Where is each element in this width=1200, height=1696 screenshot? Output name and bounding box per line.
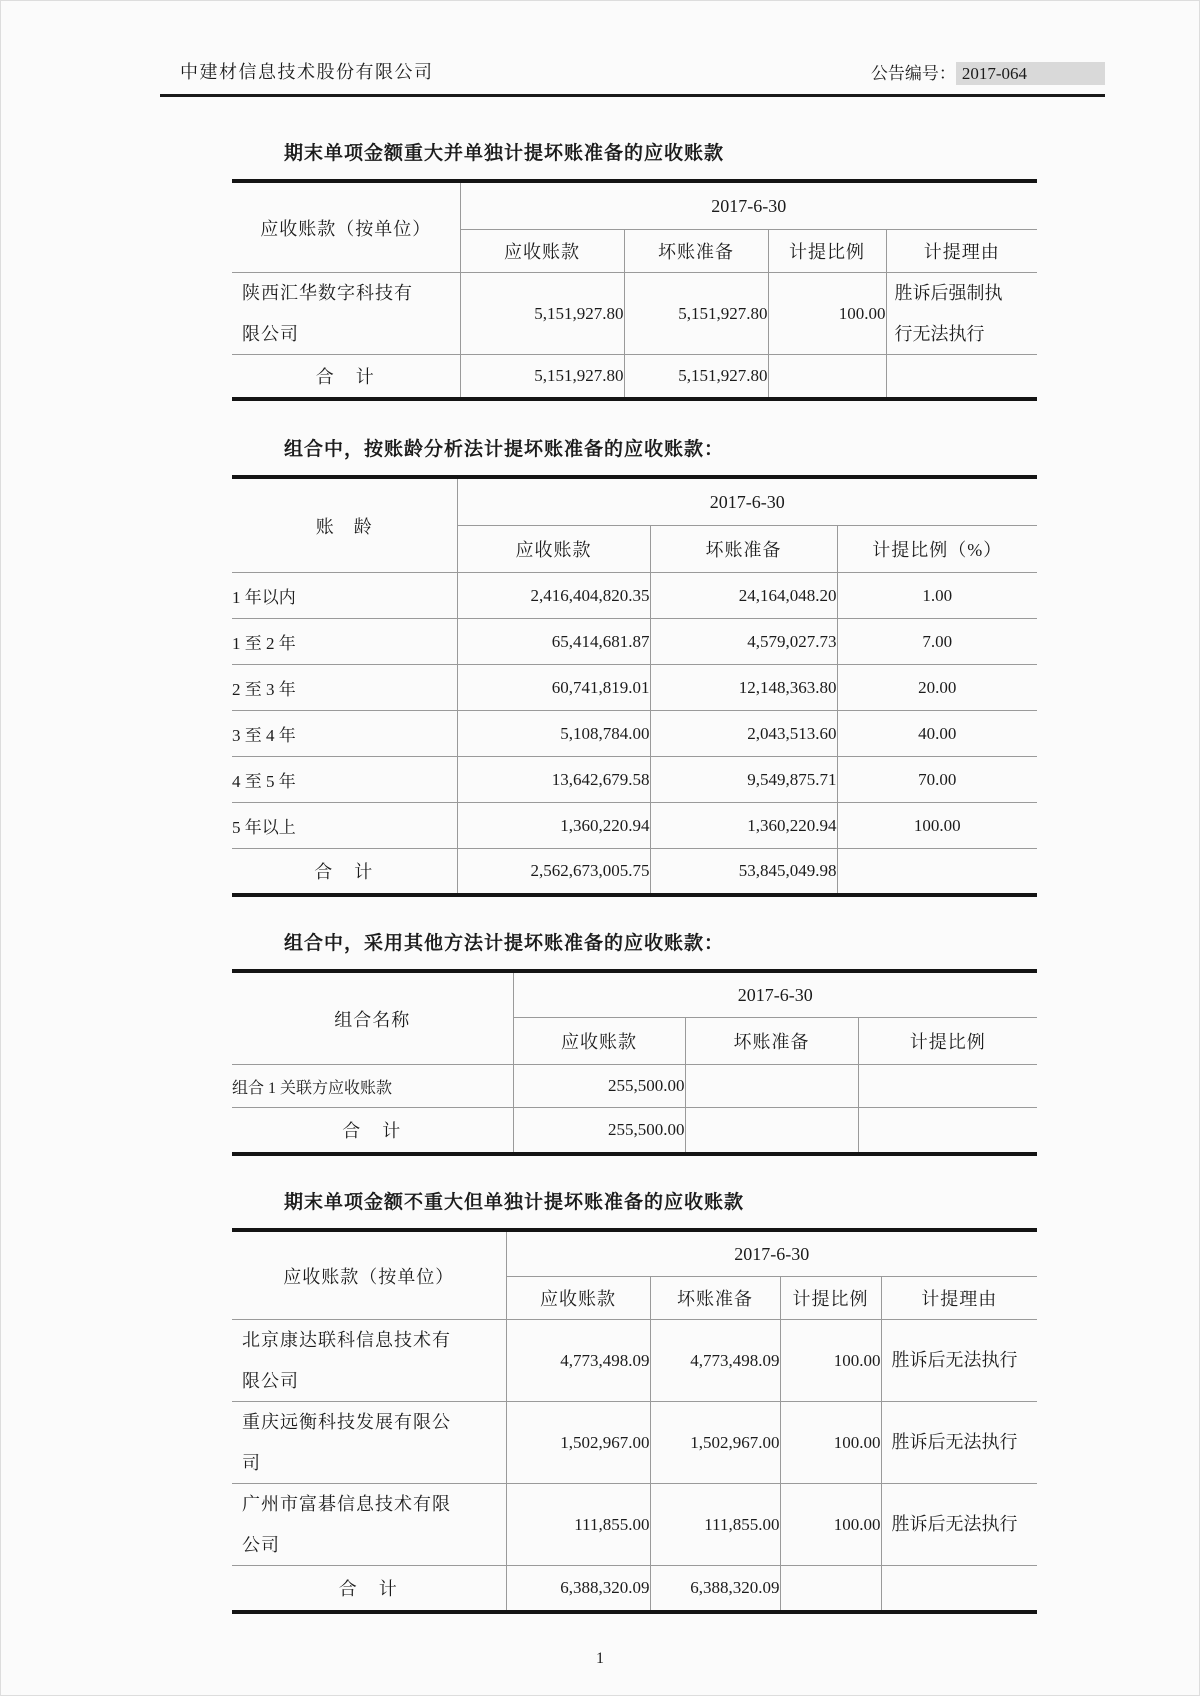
table1-period: 2017-6-30 bbox=[460, 181, 1037, 230]
cell-provision: 5,151,927.80 bbox=[624, 273, 768, 355]
column-header: 应收账款 bbox=[460, 230, 624, 273]
cell-ratio: 40.00 bbox=[837, 711, 1037, 757]
cell-provision: 111,855.00 bbox=[650, 1484, 780, 1566]
cell-group-name: 组合 1 关联方应收账款 bbox=[232, 1065, 513, 1108]
table-row bbox=[232, 619, 1037, 665]
table1-title: 期末单项金额重大并单独计提坏账准备的应收账款 bbox=[284, 143, 725, 164]
document-header bbox=[160, 58, 1105, 97]
cell-ratio: 7.00 bbox=[837, 619, 1037, 665]
cell-debtor-name: 北京康达联科信息技术有限公司 bbox=[232, 1320, 506, 1402]
cell-receivable: 13,642,679.58 bbox=[457, 757, 650, 803]
cell-provision: 24,164,048.20 bbox=[650, 573, 837, 619]
table2-period-row bbox=[232, 477, 1037, 526]
cell-ratio: 100.00 bbox=[780, 1320, 881, 1402]
page-content bbox=[232, 141, 1037, 1614]
column-header: 应收账款 bbox=[457, 526, 650, 573]
total-label: 合 计 bbox=[232, 1566, 506, 1613]
table-significant-individual-provision bbox=[232, 179, 1037, 401]
cell-receivable: 255,500.00 bbox=[513, 1065, 685, 1108]
table-row bbox=[232, 711, 1037, 757]
table4-period: 2017-6-30 bbox=[506, 1230, 1037, 1277]
total-provision bbox=[685, 1108, 858, 1155]
table2-title: 组合中，按账龄分析法计提坏账准备的应收账款： bbox=[284, 439, 725, 460]
column-header: 应收账款 bbox=[506, 1277, 650, 1320]
cell-ratio: 1.00 bbox=[837, 573, 1037, 619]
table-row bbox=[232, 803, 1037, 849]
table2-period: 2017-6-30 bbox=[457, 477, 1037, 526]
cell-ratio: 70.00 bbox=[837, 757, 1037, 803]
table-row bbox=[232, 1402, 1037, 1484]
cell-age-bucket: 1 年以内 bbox=[232, 573, 457, 619]
cell-debtor-name: 广州市富碁信息技术有限公司 bbox=[232, 1484, 506, 1566]
cell-receivable: 2,416,404,820.35 bbox=[457, 573, 650, 619]
table4-total-row bbox=[232, 1566, 1037, 1613]
cell-provision: 4,579,027.73 bbox=[650, 619, 837, 665]
page-footer bbox=[0, 1650, 1200, 1668]
column-header: 坏账准备 bbox=[624, 230, 768, 273]
table-row bbox=[232, 1484, 1037, 1566]
cell-provision: 9,549,875.71 bbox=[650, 757, 837, 803]
cell-receivable: 65,414,681.87 bbox=[457, 619, 650, 665]
table1-total-row bbox=[232, 355, 1037, 400]
notice-number: 2017-064 bbox=[956, 62, 1105, 85]
cell-receivable: 1,502,967.00 bbox=[506, 1402, 650, 1484]
cell-provision: 12,148,363.80 bbox=[650, 665, 837, 711]
cell-ratio: 100.00 bbox=[780, 1484, 881, 1566]
cell-provision: 4,773,498.09 bbox=[650, 1320, 780, 1402]
table1-corner-header: 应收账款（按单位） bbox=[232, 181, 460, 273]
cell-provision: 1,360,220.94 bbox=[650, 803, 837, 849]
cell-provision: 1,502,967.00 bbox=[650, 1402, 780, 1484]
cell-age-bucket: 1 至 2 年 bbox=[232, 619, 457, 665]
table-row bbox=[232, 573, 1037, 619]
table4-corner-header: 应收账款（按单位） bbox=[232, 1230, 506, 1320]
cell-ratio: 100.00 bbox=[768, 273, 886, 355]
cell-receivable: 4,773,498.09 bbox=[506, 1320, 650, 1402]
cell-receivable: 1,360,220.94 bbox=[457, 803, 650, 849]
cell-reason: 胜诉后无法执行 bbox=[881, 1320, 1037, 1402]
cell-receivable: 60,741,819.01 bbox=[457, 665, 650, 711]
notice-number-line bbox=[871, 59, 1105, 84]
column-header: 应收账款 bbox=[513, 1018, 685, 1065]
cell-receivable: 5,108,784.00 bbox=[457, 711, 650, 757]
table-row bbox=[232, 1320, 1037, 1402]
total-label: 合 计 bbox=[232, 355, 460, 400]
column-header: 计提比例 bbox=[768, 230, 886, 273]
table-other-method-provision bbox=[232, 969, 1037, 1156]
table3-period-row bbox=[232, 971, 1037, 1018]
table3-corner-header: 组合名称 bbox=[232, 971, 513, 1065]
cell-reason: 胜诉后无法执行 bbox=[881, 1402, 1037, 1484]
table-row bbox=[232, 273, 1037, 355]
cell-ratio: 100.00 bbox=[837, 803, 1037, 849]
cell-ratio: 20.00 bbox=[837, 665, 1037, 711]
column-header: 坏账准备 bbox=[650, 1277, 780, 1320]
cell-receivable: 111,855.00 bbox=[506, 1484, 650, 1566]
table2-corner-header: 账 龄 bbox=[232, 477, 457, 573]
cell-reason: 胜诉后强制执行无法执行 bbox=[886, 273, 1037, 355]
column-header: 计提比例 bbox=[858, 1018, 1037, 1065]
total-ratio bbox=[780, 1566, 881, 1613]
cell-age-bucket: 5 年以上 bbox=[232, 803, 457, 849]
cell-age-bucket: 3 至 4 年 bbox=[232, 711, 457, 757]
column-header: 坏账准备 bbox=[650, 526, 837, 573]
cell-debtor-name: 重庆远衡科技发展有限公司 bbox=[232, 1402, 506, 1484]
total-receivable: 5,151,927.80 bbox=[460, 355, 624, 400]
cell-debtor-name: 陕西汇华数字科技有限公司 bbox=[232, 273, 460, 355]
table4-title: 期末单项金额不重大但单独计提坏账准备的应收账款 bbox=[284, 1192, 745, 1213]
total-reason bbox=[886, 355, 1037, 400]
total-label: 合 计 bbox=[232, 849, 457, 896]
table3-title: 组合中，采用其他方法计提坏账准备的应收账款： bbox=[284, 933, 725, 954]
total-ratio bbox=[837, 849, 1037, 896]
cell-reason: 胜诉后无法执行 bbox=[881, 1484, 1037, 1566]
column-header: 计提比例 bbox=[780, 1277, 881, 1320]
company-name: 中建材信息技术股份有限公司 bbox=[180, 62, 434, 82]
table3-total-row bbox=[232, 1108, 1037, 1155]
table-row bbox=[232, 1065, 1037, 1108]
column-header: 计提理由 bbox=[881, 1277, 1037, 1320]
total-reason bbox=[881, 1566, 1037, 1613]
total-label: 合 计 bbox=[232, 1108, 513, 1155]
table-aging-analysis-provision bbox=[232, 475, 1037, 897]
column-header: 坏账准备 bbox=[685, 1018, 858, 1065]
total-receivable: 6,388,320.09 bbox=[506, 1566, 650, 1613]
notice-label: 公告编号： bbox=[870, 64, 956, 83]
table-row bbox=[232, 665, 1037, 711]
table-row bbox=[232, 757, 1037, 803]
cell-age-bucket: 4 至 5 年 bbox=[232, 757, 457, 803]
table4-period-row bbox=[232, 1230, 1037, 1277]
column-header: 计提理由 bbox=[886, 230, 1037, 273]
total-provision: 53,845,049.98 bbox=[650, 849, 837, 896]
table3-period: 2017-6-30 bbox=[513, 971, 1037, 1018]
table-insignificant-individual-provision bbox=[232, 1228, 1037, 1614]
cell-receivable: 5,151,927.80 bbox=[460, 273, 624, 355]
total-receivable: 2,562,673,005.75 bbox=[457, 849, 650, 896]
column-header: 计提比例（%） bbox=[837, 526, 1037, 573]
cell-provision bbox=[685, 1065, 858, 1108]
total-ratio bbox=[768, 355, 886, 400]
table2-total-row bbox=[232, 849, 1037, 896]
cell-age-bucket: 2 至 3 年 bbox=[232, 665, 457, 711]
cell-ratio bbox=[858, 1065, 1037, 1108]
cell-provision: 2,043,513.60 bbox=[650, 711, 837, 757]
total-ratio bbox=[858, 1108, 1037, 1155]
total-provision: 6,388,320.09 bbox=[650, 1566, 780, 1613]
table1-period-row bbox=[232, 181, 1037, 230]
cell-ratio: 100.00 bbox=[780, 1402, 881, 1484]
total-provision: 5,151,927.80 bbox=[624, 355, 768, 400]
page-number: 1 bbox=[596, 1650, 604, 1667]
total-receivable: 255,500.00 bbox=[513, 1108, 685, 1155]
